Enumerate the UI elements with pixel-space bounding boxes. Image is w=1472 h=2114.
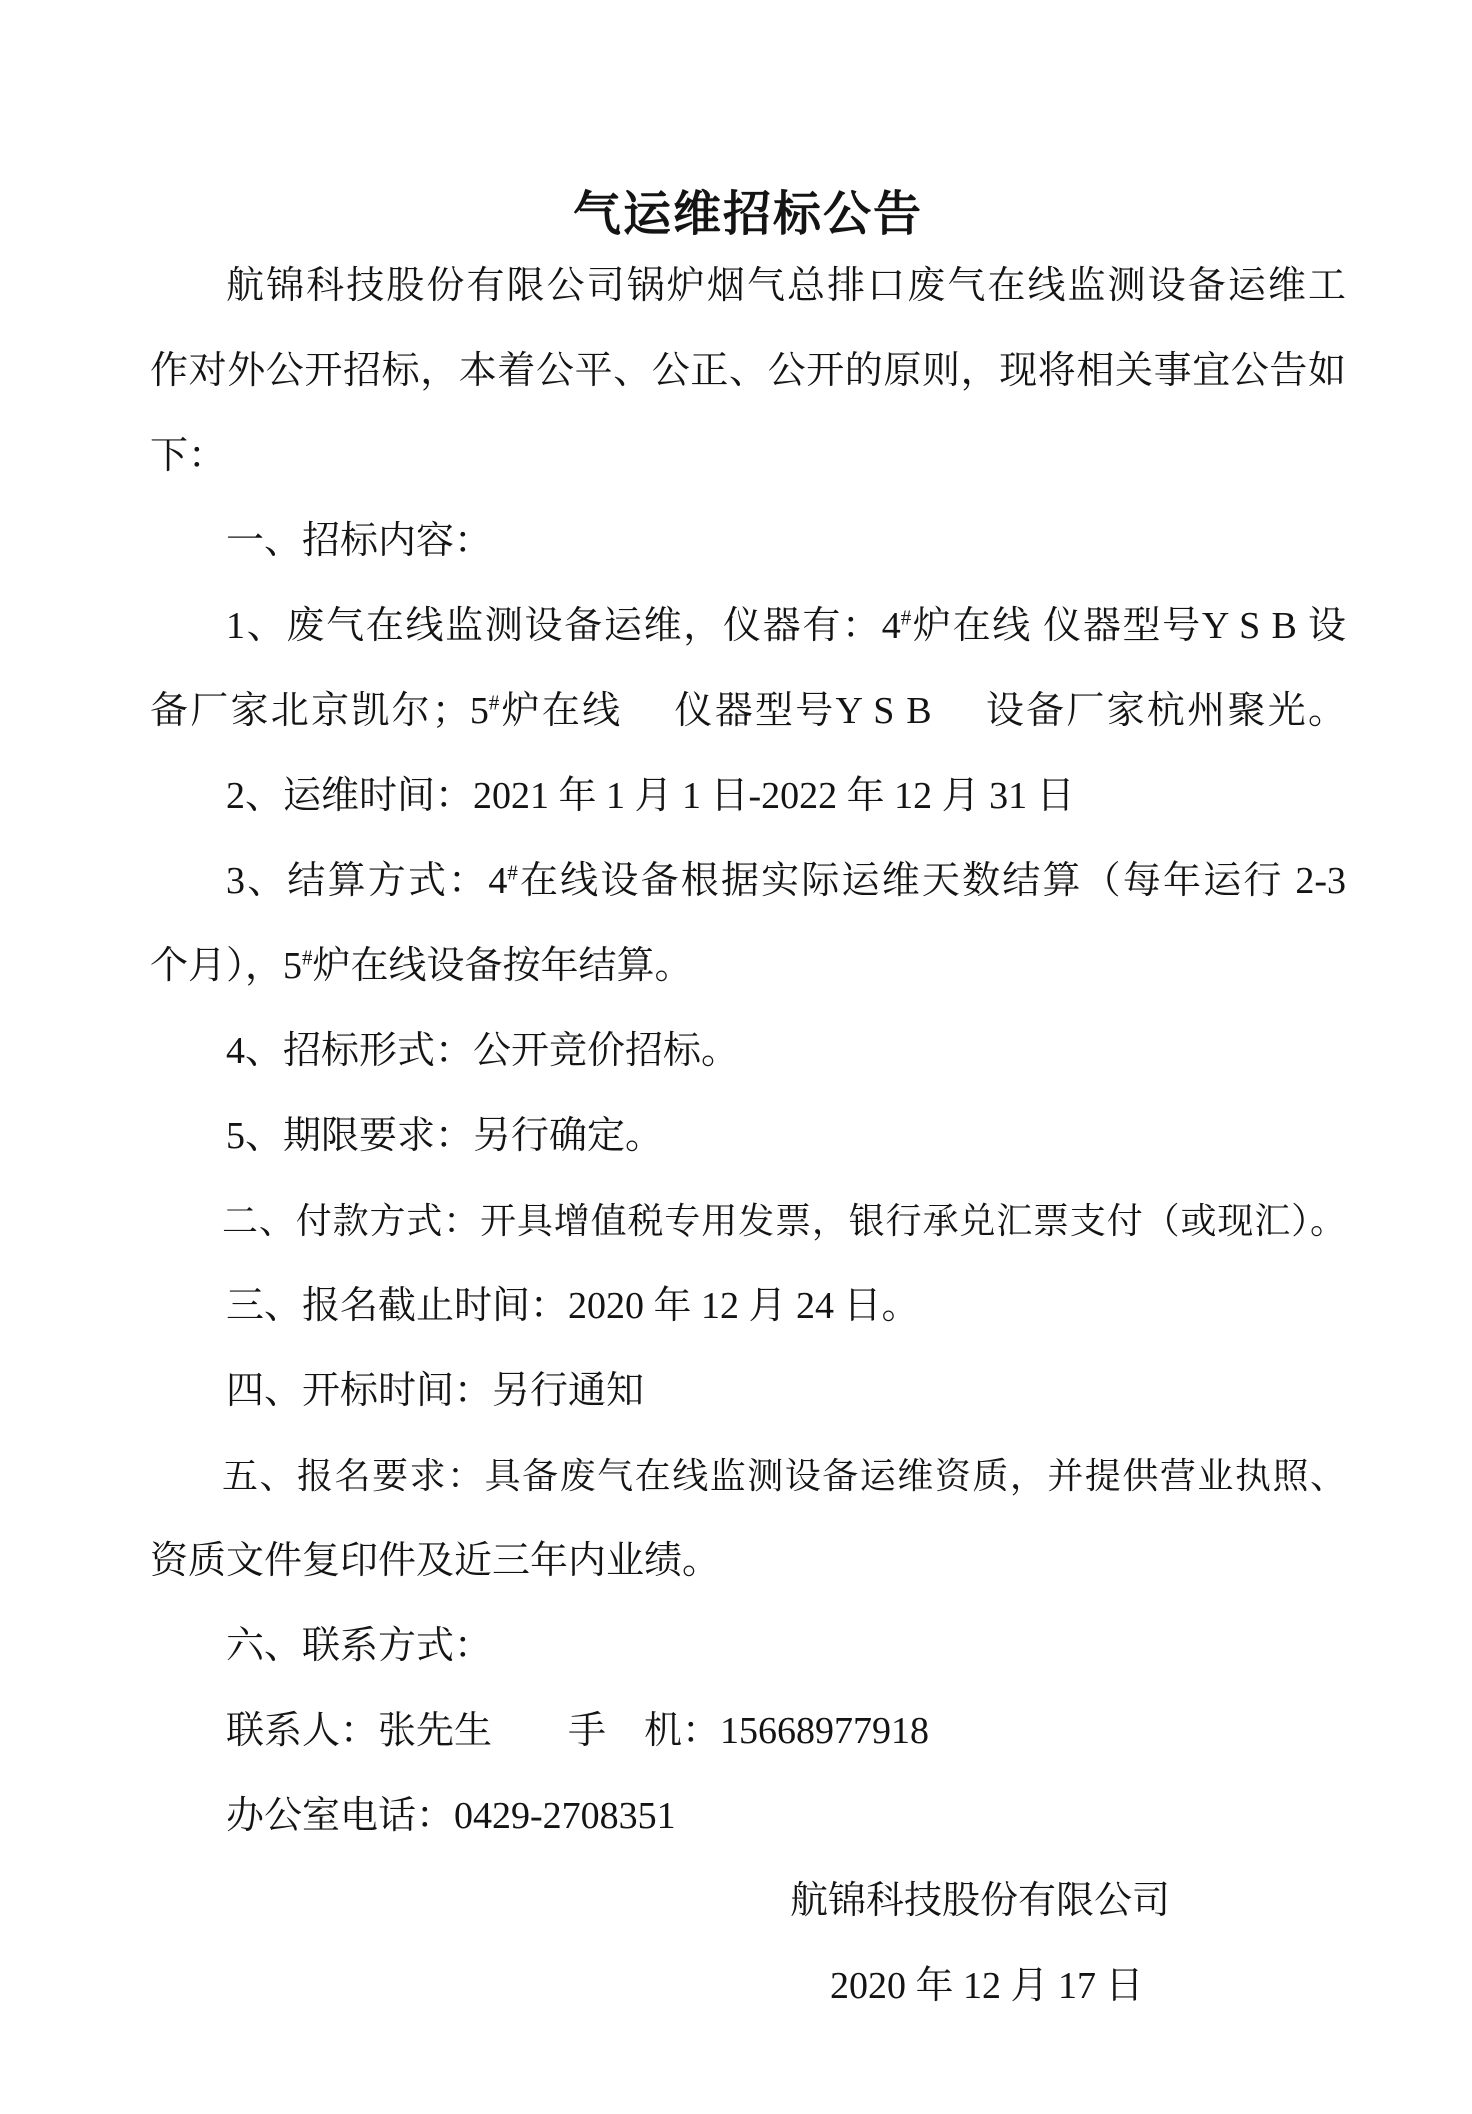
contact-person-label: 联系人： [226, 1710, 379, 1752]
item3-line1-post: 在线设备根据实际运维天数结算（每年运行 2-3 [517, 860, 1346, 902]
contact-person-name: 张先生 [378, 1710, 493, 1752]
item1-line2-pre: 备厂家北京凯尔；5 [150, 690, 489, 732]
section2-line: 二、付款方式：开具增值税专用发票，银行承兑汇票支付（或现汇）。 [222, 1201, 1346, 1241]
item3-line2-pre: 个月），5 [150, 945, 303, 987]
section6-heading: 六、联系方式： [226, 1625, 493, 1667]
section1-item1-line2 [150, 669, 1346, 754]
section1-item4: 4、招标形式：公开竞价招标。 [226, 1030, 740, 1072]
document-title: 气运维招标公告 [572, 188, 923, 241]
mobile-phone-number: 15668977918 [720, 1710, 930, 1752]
mobile-phone-label: 手 机： [568, 1710, 721, 1752]
item1-line1-pre: 1、废气在线监测设备运维，仪器有：4 [226, 605, 901, 647]
intro-line-2: 作对外公开招标，本着公平、公正、公开的原则，现将相关事宜公告如 [150, 350, 1346, 392]
section1-item2: 2、运维时间：2021 年 1 月 1 日-2022 年 12 月 31 日 [226, 775, 1075, 817]
section1-item1-line1 [150, 584, 1346, 669]
item3-line2-post: 炉在线设备按年结算。 [312, 945, 693, 987]
intro-line-3: 下： [150, 435, 227, 477]
item3-line1-pre: 3、结算方式：4 [226, 860, 508, 902]
contact-line [150, 1689, 1346, 1774]
section5-line2: 资质文件复印件及近三年内业绩。 [150, 1540, 721, 1582]
section1-heading: 一、招标内容： [226, 520, 493, 562]
section1-item5: 5、期限要求：另行确定。 [226, 1115, 664, 1157]
item1-line1-post: 炉在线 仪器型号Y S B 设 [911, 605, 1346, 647]
superscript-hash: # [302, 945, 313, 970]
office-phone-number: 0429-2708351 [454, 1795, 676, 1837]
section3-line: 三、报名截止时间：2020 年 12 月 24 日。 [226, 1285, 920, 1327]
superscript-hash: # [507, 860, 518, 885]
intro-line-1: 航锦科技股份有限公司锅炉烟气总排口废气在线监测设备运维工 [226, 265, 1346, 307]
signature-company: 航锦科技股份有限公司 [790, 1880, 1171, 1922]
section1-item3-line1 [150, 839, 1346, 924]
office-phone-label: 办公室电话： [226, 1795, 455, 1837]
section1-item3-line2 [150, 924, 1346, 1009]
superscript-hash: # [488, 690, 500, 715]
office-phone-line [150, 1774, 1346, 1859]
section4-line: 四、开标时间：另行通知 [226, 1370, 645, 1412]
section5-line1: 五、报名要求：具备废气在线监测设备运维资质，并提供营业执照、 [222, 1456, 1346, 1496]
superscript-hash: # [900, 605, 912, 630]
item1-line2-post: 炉在线 仪器型号Y S B 设备厂家杭州聚光。 [499, 690, 1346, 732]
signature-date: 2020 年 12 月 17 日 [830, 1965, 1144, 2007]
